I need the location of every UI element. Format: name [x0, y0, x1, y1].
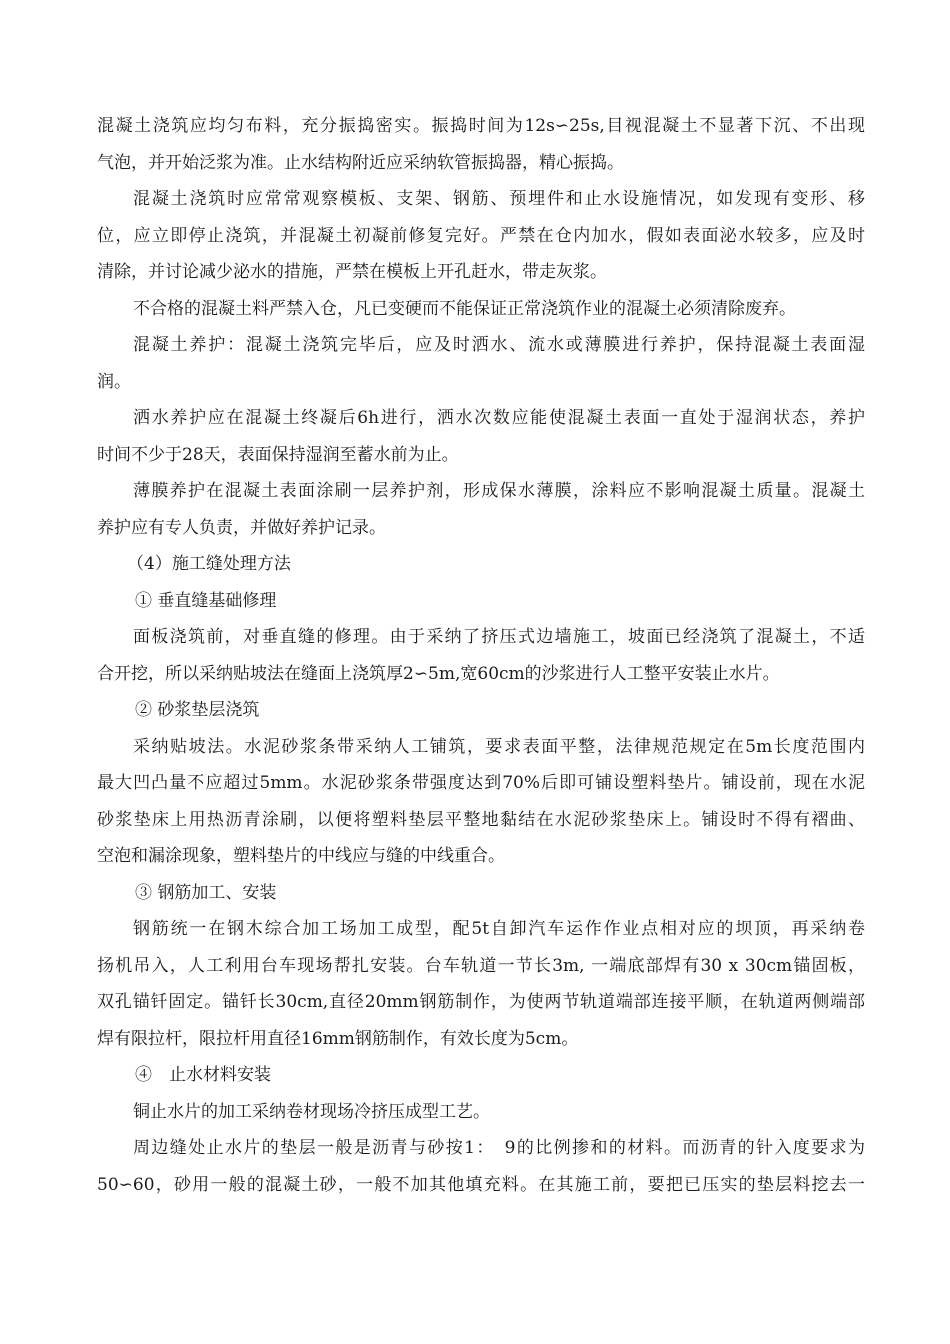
text-line: 合开挖，所以采纳贴坡法在缝面上浇筑厚2∽5m,宽60cm的沙浆进行人工整平安装止水片。 — [97, 663, 780, 684]
text-line: 周边缝处止水片的垫层一般是沥青与砂按1： 9的比例掺和的材料。而沥青的针入度要求为 — [133, 1138, 865, 1158]
text-line: 薄膜养护在混凝土表面涂刷一层养护剂，形成保水薄膜，涂料应不影响混凝土质量。混凝土 — [133, 481, 865, 501]
subsection-heading: ④ 止水材料安装 — [135, 1065, 271, 1085]
text-line: 位，应立即停止浇筑，并混凝土初凝前修复完好。严禁在仓内加水，假如表面泌水较多，应及时 — [97, 225, 865, 246]
text-line: 不合格的混凝土料严禁入仓，凡已变硬而不能保证正常浇筑作业的混凝土必须清除废弃。 — [133, 298, 796, 319]
text-line: 砂浆垫床上用热沥青涂刷，以便将塑料垫层平整地黏结在水泥砂浆垫床上。铺设时不得有褶曲、 — [97, 809, 865, 830]
section-heading: （4）施工缝处理方法 — [127, 554, 291, 574]
text-line: 扬机吊入，人工利用台车现场帮扎安装。台车轨道一节长3m, 一端底部焊有30 x 30cm锚固板， — [97, 955, 865, 976]
subsection-heading: ① 垂直缝基础修理 — [135, 590, 277, 611]
text-line: 洒水养护应在混凝土终凝后6h进行，洒水次数应能使混凝土表面一直处于湿润状态，养护 — [133, 408, 865, 428]
text-line: 采纳贴坡法。水泥砂浆条带采纳人工铺筑，要求表面平整，法律规范规定在5m长度范围内 — [133, 736, 865, 757]
text-line: 最大凹凸量不应超过5mm。水泥砂浆条带强度达到70%后即可铺设塑料垫片。铺设前，现在水泥 — [97, 773, 865, 793]
text-line: 养护应有专人负责，并做好养护记录。 — [97, 517, 386, 538]
text-line: 气泡，并开始泛浆为准。止水结构附近应采纳软管振捣器，精心振捣。 — [97, 152, 624, 173]
text-line: 混凝土浇筑应均匀布料，充分振捣密实。振捣时间为12s∽25s,目视混凝土不显著下沉、不出现 — [97, 116, 865, 136]
text-line: 面板浇筑前，对垂直缝的修理。由于采纳了挤压式边墙施工，坡面已经浇筑了混凝土，不适 — [133, 627, 865, 647]
text-line: 铜止水片的加工采纳卷材现场冷挤压成型工艺。 — [133, 1101, 490, 1122]
text-line: 钢筋统一在钢木综合加工场加工成型，配5t自卸汽车运作作业点相对应的坝顶，再采纳卷 — [133, 919, 865, 939]
text-line: 空泡和漏涂现象，塑料垫片的中线应与缝的中线重合。 — [97, 846, 505, 866]
subsection-heading: ② 砂浆垫层浇筑 — [135, 700, 260, 720]
text-line: 混凝土浇筑时应常常观察模板、支架、钢筋、预埋件和止水设施情况，如发现有变形、移 — [133, 189, 865, 209]
text-line: 50∽60，砂用一般的混凝土砂，一般不加其他填充料。在其施工前，要把已压实的垫层料挖去一 — [97, 1174, 865, 1195]
subsection-heading: ③ 钢筋加工、安装 — [135, 882, 277, 903]
text-line: 润。 — [97, 371, 131, 392]
text-line: 清除，并讨论减少泌水的措施，严禁在模板上开孔赶水，带走灰浆。 — [97, 262, 607, 282]
text-line: 双孔锚钎固定。锚钎长30cm,直径20mm钢筋制作，为使两节轨道端部连接平顺，在轨道两侧端部 — [97, 992, 865, 1012]
text-line: 混凝土养护：混凝土浇筑完毕后，应及时洒水、流水或薄膜进行养护，保持混凝土表面湿 — [133, 335, 865, 355]
text-line: 时间不少于28天，表面保持湿润至蓄水前为止。 — [97, 444, 459, 465]
document-body — [97, 108, 865, 1203]
text-line: 焊有限拉杆，限拉杆用直径16mm钢筋制作，有效长度为5cm。 — [97, 1028, 579, 1049]
